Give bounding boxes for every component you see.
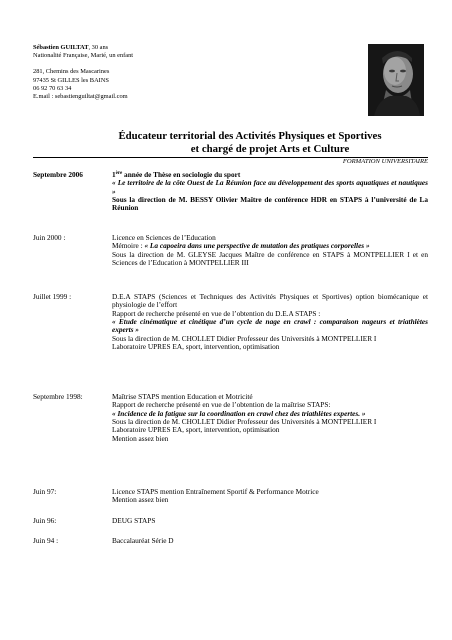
section-heading: FORMATION UNIVERSITAIRE — [342, 158, 428, 165]
entry-body — [112, 293, 428, 351]
entry-degree: Licence en Sciences de l’Education — [112, 233, 216, 242]
entry-laboratory: Laboratoire UPRES EA, sport, intervention, optimisation — [112, 342, 280, 352]
nationality: Nationalité Française, Marié, un enfant — [33, 52, 134, 60]
report-topic: « Etude cinématique et cinétique d’un cycle de nage en crawl : comparaison nageurs et triathlètes experts » — [112, 317, 428, 335]
address-line-1: 281, Chemins des Mascarines — [33, 68, 110, 76]
entry-date: Juin 94 : — [33, 536, 59, 545]
entry-body — [112, 171, 428, 213]
entry-body — [112, 234, 428, 267]
thesis-supervisor: Sous la direction de M. BESSY Olivier Maître de conférence HDR en STAPS à l’université de La Réunion — [112, 195, 428, 213]
entry-mention: Mention assez bien — [112, 433, 169, 443]
address-line-2: 97435 St GILLES les BAINS — [33, 76, 109, 84]
thesis-topic: « Le territoire de la côte Ouest de La Réunion face au développement des sports aquatiques et nautiques » — [112, 178, 428, 196]
entry-degree: 1ère année de Thèse en sociologie du sport — [112, 170, 241, 179]
profile-photo — [368, 44, 424, 116]
entry-body — [112, 537, 428, 545]
entry-report: Rapport de recherche présenté en vue de l’obtention du D.E.A STAPS : — [112, 308, 321, 318]
portrait-image — [368, 44, 424, 116]
entry-date: Juin 2000 : — [33, 233, 66, 242]
entry-supervisor: Sous la direction de M. CHOLLET Didier Professeur des Universités à MONTPELLIER I — [112, 333, 377, 343]
name-line — [33, 44, 133, 52]
report-topic: « Incidence de la fatigue sur la coordination en crawl chez des triathlètes expertes. » — [112, 408, 366, 418]
person-age: , 30 ans — [88, 44, 109, 51]
entry-body — [112, 488, 428, 505]
entry-date: Septembre 2006 — [33, 170, 83, 179]
person-name: Sébastien GUILTAT — [33, 44, 89, 51]
entry-degree: Licence STAPS mention Entraînement Sportif & Performance Motrice — [112, 487, 319, 496]
phone-number: 06 92 70 63 34 — [33, 84, 72, 92]
entry-laboratory: Laboratoire UPRES EA, sport, intervention, optimisation — [112, 425, 280, 435]
entry-degree: Baccalauréat Série D — [112, 536, 174, 545]
entry-date: Juillet 1999 : — [33, 292, 72, 301]
entry-degree: Maîtrise STAPS mention Education et Motricité — [112, 392, 253, 401]
memoire-line: Mémoire : « La capoeira dans une perspective de mutation des pratiques corporelles » — [112, 241, 370, 251]
email-address: E.mail : sebastienguiltat@gmail.com — [33, 93, 128, 101]
entry-body — [112, 517, 428, 525]
entry-supervisor: Sous la direction de M. GLEYSE Jacques Maître de conférence en STAPS à MONTPELLIER I et en Sciences de l’Education à MONTPELLIER III — [112, 249, 428, 268]
entry-mention: Mention assez bien — [112, 495, 169, 505]
entry-body — [112, 393, 428, 443]
document-title: Éducateur territorial des Activités Physiques et Sportives — [118, 130, 382, 142]
entry-report: Rapport de recherche présenté en vue de l’obtention de la maîtrise STAPS: — [112, 400, 331, 410]
identity-block — [33, 44, 133, 101]
entry-date: Septembre 1998: — [33, 392, 83, 401]
entry-degree: D.E.A STAPS (Sciences et Techniques des Activités Physiques et Sportives) option biomécanique et physiologie de l’effort — [112, 292, 428, 310]
entry-date: Juin 96: — [33, 516, 57, 525]
entry-date: Juin 97: — [33, 487, 57, 496]
entry-degree: DEUG STAPS — [112, 516, 156, 525]
document-title-line-2: et chargé de projet Arts et Culture — [190, 143, 350, 155]
entry-supervisor: Sous la direction de M. CHOLLET Didier Professeur des Universités à MONTPELLIER I — [112, 417, 377, 427]
